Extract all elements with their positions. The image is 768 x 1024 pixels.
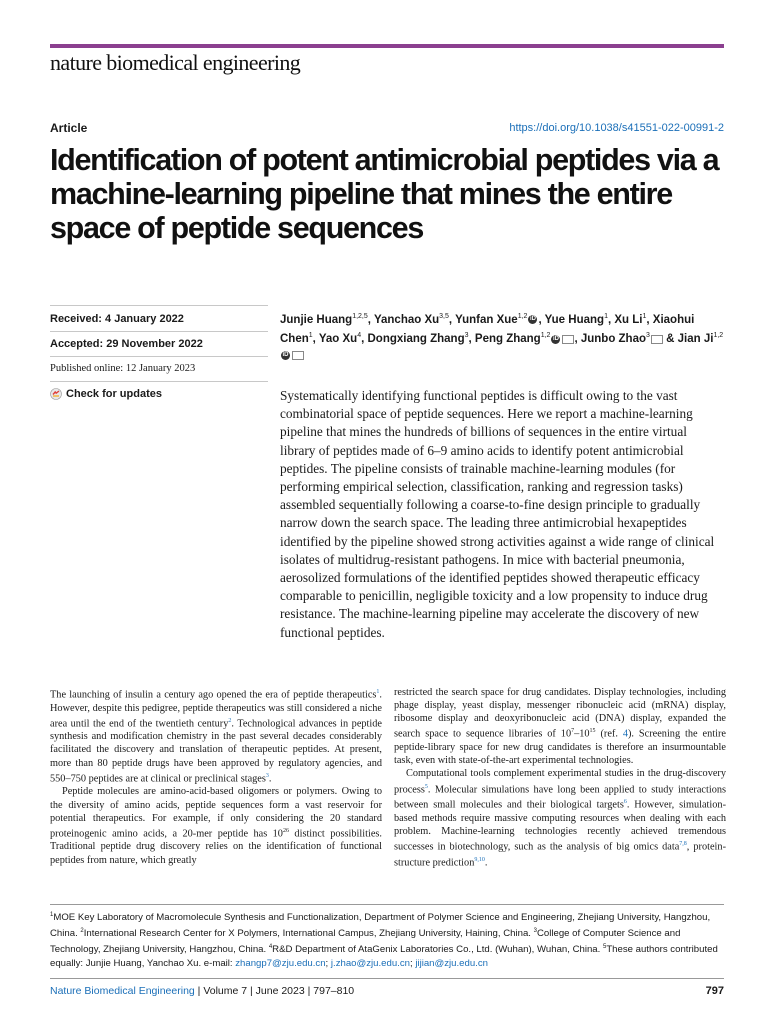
orcid-icon[interactable]: iD bbox=[282, 352, 289, 359]
author-affiliation: 1,2,5 bbox=[352, 313, 368, 320]
page-footer bbox=[50, 985, 354, 997]
superscript: 3 bbox=[533, 927, 537, 934]
reference-citation[interactable]: 7,8 bbox=[679, 840, 687, 847]
received-date: Received: 4 January 2022 bbox=[50, 313, 184, 325]
footer-separator: | bbox=[304, 985, 314, 997]
email-icon[interactable] bbox=[562, 335, 574, 344]
doi-link[interactable]: https://doi.org/10.1038/s41551-022-00991-2 bbox=[509, 122, 724, 134]
author-affiliation: 3 bbox=[464, 332, 469, 340]
body-paragraph: The launching of insulin a century ago opened the era of peptide therapeutics$^1$. However, despite this pedigree, peptide therapeutics was still considered a niche area until the end of the twentieth century$^2$. Technological advances in peptide synthesis and modification chemistry in the past several decades considerably facilitated the discovery and translation of therapeutic peptides. At present, more than 80 peptide drugs have been approved by regulatory agencies, and 550–750 peptides are at clinical or preclinical stages$^3$. bbox=[50, 689, 382, 785]
body-paragraph: Peptide molecules are amino-acid-based oligomers or polymers. Owing to the diversity of amino acids, peptide sequences form a vast reservoir for potential therapeutics. For example, if only considering the 20 standard proteinogenic amino acids, a 20-mer peptide has $10^{26}$ distinct possibilities. Traditional peptide drug discovery relies on the identification of functional peptides from nature, which greatly bbox=[50, 786, 382, 866]
author-affiliation: 1 bbox=[308, 332, 313, 340]
orcid-icon[interactable]: iD bbox=[552, 335, 559, 342]
author-name: Junbo Zhao bbox=[580, 333, 647, 346]
author-affiliation: 1 bbox=[604, 313, 608, 320]
check-updates-label: Check for updates bbox=[66, 388, 162, 400]
reference-citation[interactable]: 2 bbox=[228, 717, 232, 724]
divider bbox=[50, 331, 268, 332]
superscript: 1 bbox=[50, 912, 54, 918]
author-affiliation: 4 bbox=[357, 332, 362, 340]
divider bbox=[50, 381, 268, 382]
reference-citation[interactable]: 1 bbox=[376, 689, 380, 695]
orcid-icon[interactable]: iD bbox=[529, 316, 536, 323]
email-link[interactable]: jijian@zju.edu.cn bbox=[415, 957, 488, 969]
footer-journal[interactable]: Nature Biomedical Engineering bbox=[50, 985, 195, 997]
author-name: Xiaohui Chen bbox=[280, 313, 695, 346]
author-name: Yue Huang bbox=[544, 313, 605, 326]
email-icon[interactable] bbox=[651, 335, 663, 344]
reference-citation[interactable]: 3 bbox=[265, 772, 269, 779]
author-list: Junjie Huang$^{1,2,5}$, Yanchao Xu$^{3,5}$, Yunfan Xue$^{1,2}$ iD , Yue Huang$^1$, Xu Li$^1$, Xiaohui Chen$^1$, Yao Xu$^4$, Dongxiang Zhang$^3$, Peng Zhang$^{1,2}$ iD , Junbo Zhao$^3$ & Jian Ji$^{1,2}$iD bbox=[280, 313, 724, 359]
author-affiliation: 1,2 bbox=[517, 313, 528, 320]
affiliations-footnote: $^1$MOE Key Laboratory of Macromolecule Synthesis and Functionalization, Department of Polymer Science and Engineering, Zhejiang University, Hangzhou, China. $^2$International Research Center for X Polymers, International Campus, Zhejiang University, Haining, China. $^3$College of Computer Science and Technology, Zhejiang University, Hangzhou, China. $^4$R&D Department of AtaGenix Laboratories Co., Ltd. (Wuhan), Wuhan, China. $^5$These authors contributed equally: Junjie Huang, Yanchao Xu. e-mail: zhangp7@zju.edu.cn; j.zhao@zju.edu.cn; jijian@zju.edu.cn bbox=[50, 912, 718, 969]
footer-divider bbox=[50, 978, 724, 979]
reference-citation[interactable]: 9,10 bbox=[474, 856, 485, 863]
check-updates-icon bbox=[50, 388, 62, 400]
article-type-label: Article bbox=[50, 121, 88, 135]
author-affiliation: 1,2 bbox=[540, 332, 551, 340]
footer-volume: Volume 7 bbox=[203, 985, 248, 997]
author-name: Junjie Huang bbox=[280, 313, 353, 326]
journal-name: nature biomedical engineering bbox=[50, 50, 301, 75]
reference-citation[interactable]: 6 bbox=[623, 799, 627, 806]
superscript: 2 bbox=[80, 927, 84, 934]
reference-citation[interactable]: 5 bbox=[424, 783, 428, 790]
check-for-updates-button[interactable] bbox=[50, 388, 162, 400]
author-name: Yao Xu bbox=[318, 333, 358, 346]
author-affiliation: 3,5 bbox=[439, 313, 449, 320]
body-column-left bbox=[50, 686, 382, 867]
author-name: Dongxiang Zhang bbox=[367, 333, 465, 346]
abstract: Systematically identifying functional peptides is difficult owing to the vast combinatorial space of peptide sequences. Here we report a machine-learning pipeline that mines the hundreds of billions of sequences in the entire virtual library of peptides made of 6–9 amino acids to identify potent antimicrobial peptides. The pipeline consists of trainable machine-learning modules (for performing empirical selection, classification, ranking and regression tasks) assembled sequentially following a coarse-to-fine design principle to gradually narrow down the search space. The leading three antimicrobial hexapeptides identified by the pipeline showed strong activities against a wide range of clinical isolates of multidrug-resistant pathogens. In mice with bacterial pneumonia, aerosolized formulations of the identified peptides showed therapeutic efficacy comparable to penicillin, negligible toxicity and a low propensity to induce drug resistance. The machine-learning pipeline may accelerate the discovery of new functional peptides. bbox=[280, 388, 715, 640]
author-name: Yanchao Xu bbox=[373, 313, 440, 326]
page-number: 797 bbox=[705, 985, 724, 997]
journal-accent-bar bbox=[50, 44, 724, 48]
superscript: 26 bbox=[282, 827, 289, 834]
body-paragraph: restricted the search space for drug candidates. Display technologies, including phage display, yeast display, messenger ribonucleic acid (mRNA) display, ribosome display and deoxyribonucleic acid (DNA) display, expanded the search space to sequence libraries of $10^7-10^{15}$ (ref. 4). Screening the entire peptide-library space for new drug candidates is therefore an insurmountable task, even with state-of-the-art experimental technologies. bbox=[394, 687, 726, 767]
article-title: Identification of potent antimicrobial peptides via a machine-learning pipeline that mines the entire space of peptide sequences bbox=[50, 143, 719, 245]
body-column-right bbox=[394, 686, 726, 869]
author-affiliation: 3 bbox=[646, 332, 650, 340]
author-name: Jian Ji bbox=[677, 333, 714, 346]
author-affiliation: 1 bbox=[642, 313, 647, 320]
superscript: 7 bbox=[571, 728, 575, 735]
author-affiliation: 1,2 bbox=[713, 332, 724, 340]
superscript: 4 bbox=[268, 943, 273, 950]
divider bbox=[50, 305, 268, 306]
email-icon[interactable] bbox=[292, 351, 304, 360]
author-name: Yunfan Xue bbox=[455, 313, 518, 326]
author-name: Xu Li bbox=[614, 313, 643, 326]
footer-separator: | bbox=[194, 985, 204, 997]
footer-date: June 2023 bbox=[255, 985, 305, 997]
divider bbox=[50, 356, 268, 357]
reference-citation[interactable]: 4 bbox=[622, 728, 628, 740]
published-date: Published online: 12 January 2023 bbox=[50, 363, 196, 374]
accepted-date: Accepted: 29 November 2022 bbox=[50, 338, 203, 350]
superscript: 5 bbox=[602, 943, 607, 950]
email-link[interactable]: j.zhao@zju.edu.cn bbox=[330, 957, 410, 969]
email-link[interactable]: zhangp7@zju.edu.cn bbox=[235, 957, 326, 969]
body-paragraph: Computational tools complement experimental studies in the drug-discovery process$^5$. Molecular simulations have long been applied to study interactions between small molecules and their biological targets$^6$. However, simulation-based methods require massive computing resources when dealing with each problem. Machine-learning technologies recently achieved tremendous successes in biotechnology, such as the analysis of big omics data$^{7,8}$, protein-structure prediction$^{9,10}$. bbox=[394, 768, 726, 868]
author-name: Peng Zhang bbox=[474, 333, 541, 346]
footer-pages: 797–810 bbox=[313, 985, 355, 997]
footer-separator: | bbox=[247, 985, 256, 997]
footnote-divider bbox=[50, 904, 724, 905]
superscript: 15 bbox=[589, 728, 596, 735]
